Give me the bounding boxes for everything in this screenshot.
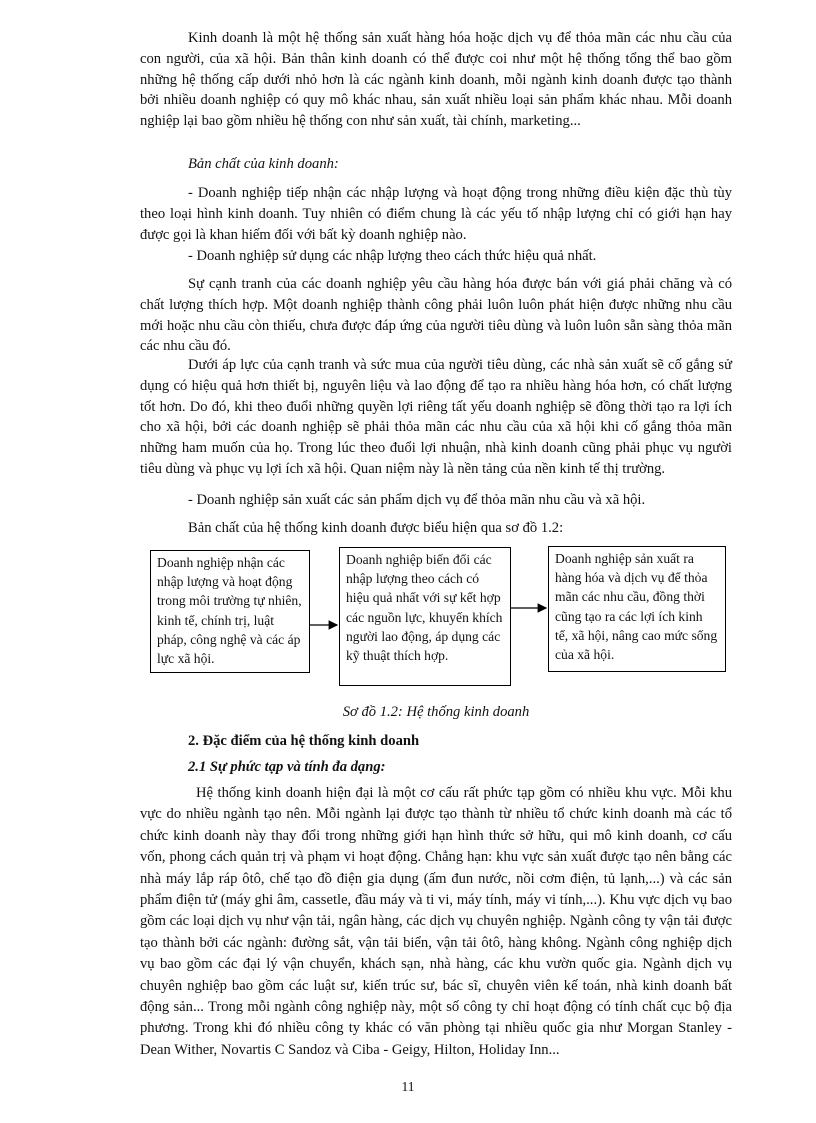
paragraph-nature-heading: Bản chất của kinh doanh: [188,156,339,172]
paragraph-competition: Sự cạnh tranh của các doanh nghiệp yêu cầu hàng hóa được bán với giá phải chăng và có chất lượng thích hợp. Một doanh nghiệp thành công phải luôn luôn phát hiện được những nhu cầu mới hoặc nhu cầu còn thiếu, chưa được đáp ứng của người tiêu dùng và luôn luôn sẵn sàng thỏa mãn các nhu cầu đó. [140,276,732,355]
paragraph-bullet-inputs: - Doanh nghiệp tiếp nhận các nhập lượng và hoạt động trong những điều kiện đặc thù tùy theo loại hình kinh doanh. Tuy nhiên có điểm chung là các yếu tố nhập lượng chỉ có giới hạn hay được gọi là khan hiếm đối với bất kỳ doanh nghiệp nào. [140,185,732,243]
paragraph-intro: Kinh doanh là một hệ thống sản xuất hàng hóa hoặc dịch vụ để thỏa mãn các nhu cầu của con người, của xã hội. Bản thân kinh doanh có thể được coi như một hệ thống tổng thể bao gồm những hệ thống cấp dưới nhỏ hơn là các ngành kinh doanh, mỗi ngành kinh doanh được tạo thành bởi nhiều doanh nghiệp có quy mô khác nhau, sản xuất nhiều loại sản phẩm khác nhau. Mỗi doanh nghiệp lại bao gồm nhiều hệ thống con như sản xuất, tài chính, marketing... [140,30,732,130]
diagram-box-inputs: Doanh nghiệp nhận các nhập lượng và hoạt động trong môi trường tự nhiên, kinh tế, chính trị, luật pháp, công nghệ và các áp lực xã hội. [150,550,310,673]
paragraph-bullet-efficiency: - Doanh nghiệp sử dụng các nhập lượng theo cách thức hiệu quả nhất. [188,248,597,264]
diagram-caption: Sơ đồ 1.2: Hệ thống kinh doanh [342,704,530,720]
section-heading: 2. Đặc điểm của hệ thống kinh doanh [188,733,420,749]
paragraph-pressure: Dưới áp lực của cạnh tranh và sức mua của người tiêu dùng, các nhà sản xuất sẽ cố gắng sử dụng có hiệu quả hơn thiết bị, nguyên liệu và lao động để tạo ra nhiều hàng hóa hơn, có chất lượng tốt hơn. Do đó, khi theo đuổi những quyền lợi riêng tất yếu doanh nghiệp sẽ đồng thời tạo ra lợi ích cho xã hội, bởi các doanh nghiệp sẽ phải thỏa mãn các nhu cầu của xã hội khi cố gắng thỏa mãn những ham muốn của họ. Trong lúc theo đuổi lợi nhuận, nhà kinh doanh cũng phải phục vụ người tiêu dùng và phục vụ lợi ích xã hội. Quan niệm này là nền tảng của nền kinh tế thị trường. [140,357,732,477]
section-subheading: 2.1 Sự phức tạp và tính đa dạng: [188,759,386,775]
paragraph-complexity: Hệ thống kinh doanh hiện đại là một cơ cấu rất phức tạp gồm có nhiều khu vực. Mỗi khu vực do nhiều ngành tạo nên. Mỗi ngành lại được tạo thành từ nhiều tổ chức kinh doanh mà các tổ chức kinh doanh này thay đổi trong những giới hạn hình thức sở hữu, qui mô kinh doanh, cơ cấu vốn, phong cách quản trị và phạm vi hoạt động. Chẳng hạn: khu vực sản xuất được tạo nên bằng các nhà máy lắp ráp ôtô, chế tạo đồ điện gia dụng (ấm đun nước, nồi cơm điện, tủ lạnh,...) và các sản phẩm điện tử (máy ghi âm, cassetle, đầu máy và ti vi, máy tính, máy vi tính,...). Khu vực dịch vụ bao gồm các loại dịch vụ như vận tải, ngân hàng, các dịch vụ chuyên nghiệp. Ngành công ty vận tải được tạo thành bởi các ngành: đường sắt, vận tải biển, vận tải ôtô, hàng không. Ngành công nghiệp dịch vụ bao gồm các đại lý vận chuyển, khách sạn, nhà hàng, các khu vườn quốc gia. Ngành dịch vụ chuyên nghiệp bao gồm các luật sư, kiến trúc sư, bác sĩ, chuyên viên kế toán, nhà kinh doanh bất động sản... Trong mỗi ngành công nghiệp này, một số công ty chỉ hoạt động có tính chất cục bộ địa phương. Trong khi đó nhiều công ty khác có văn phòng tại nhiều quốc gia như Morgan Stanley - Dean Wither, Novartis C Sandoz và Ciba - Geigy, Hilton, Holiday Inn... [140,785,732,1058]
paragraph-bullet-products: - Doanh nghiệp sản xuất các sản phẩm dịch vụ để thỏa mãn nhu cầu và xã hội. [188,492,646,508]
diagram-box-outputs: Doanh nghiệp sản xuất ra hàng hóa và dịch vụ để thỏa mãn các nhu cầu, đồng thời cũng tạo ra các lợi ích kinh tế, xã hội, nâng cao mức sống của xã hội. [548,546,726,672]
diagram-box-transform: Doanh nghiệp biến đổi các nhập lượng theo cách có hiệu quả nhất với sự kết hợp các nguồn lực, khuyến khích người lao động, áp dụng các kỹ thuật thích hợp. [339,547,511,686]
paragraph-diagram-intro: Bản chất của hệ thống kinh doanh được biểu hiện qua sơ đồ 1.2: [188,520,564,536]
page-number: 11 [401,1079,415,1094]
